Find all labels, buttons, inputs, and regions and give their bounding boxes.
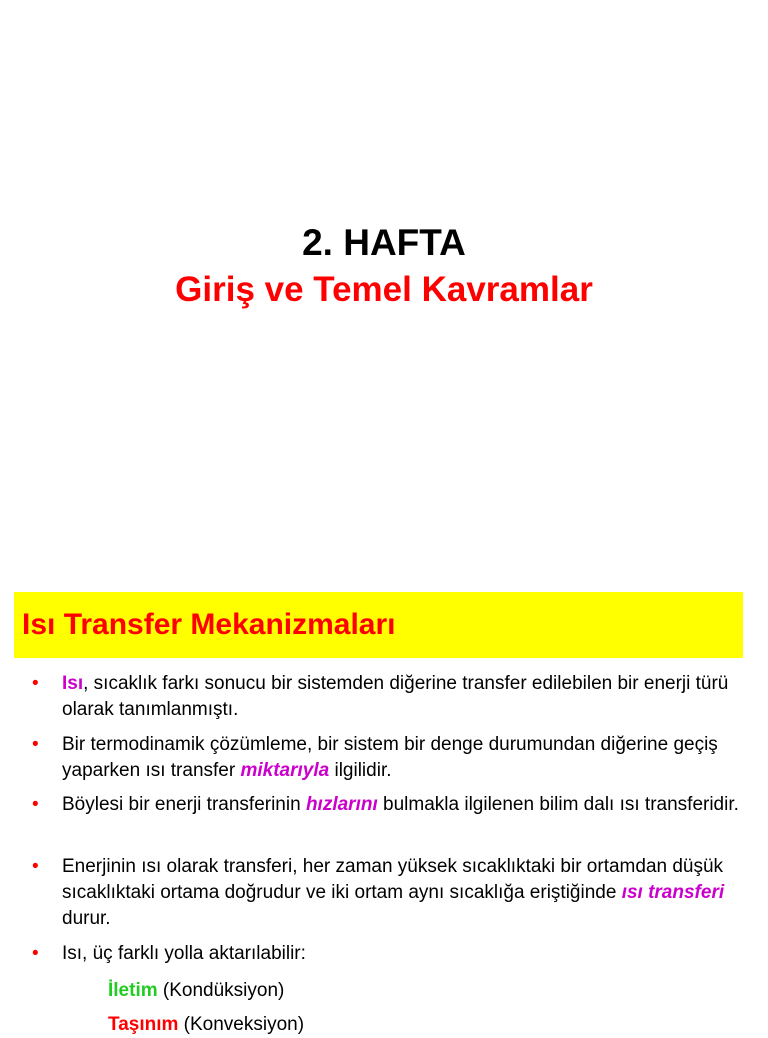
bullet-item-three-ways bbox=[32, 941, 742, 967]
bullet-icon: • bbox=[32, 943, 39, 964]
bullet-text-tail: bulmakla ilgilenen bilim dalı ısı transferidir. bbox=[377, 794, 739, 815]
emphasis-heat-transfer: ısı transferi bbox=[621, 882, 725, 903]
section-heading: Isı Transfer Mekanizmaları bbox=[22, 608, 396, 641]
mode-conduction-name: İletim bbox=[108, 980, 158, 1001]
mode-convection bbox=[108, 1012, 304, 1038]
bullet-item-thermodynamic-analysis bbox=[32, 732, 742, 784]
bullet-text-tail: ilgilidir. bbox=[329, 760, 392, 781]
slide-title-week: 2. HAFTA bbox=[302, 222, 466, 263]
bullet-icon: • bbox=[32, 856, 39, 877]
bullet-icon: • bbox=[32, 734, 39, 755]
bullet-text: Bir termodinamik çözümleme, bir sistem bir denge durumundan diğerine geçiş yaparken ısı transfer bbox=[62, 734, 718, 781]
emphasis-amount: miktarıyla bbox=[240, 760, 330, 781]
mode-convection-alt: (Konveksiyon) bbox=[178, 1014, 305, 1035]
term-heat: Isı bbox=[62, 673, 84, 694]
bullet-text: Böylesi bir enerji transferinin bbox=[62, 794, 306, 815]
bullet-item-heat-definition bbox=[32, 671, 742, 723]
section-banner bbox=[14, 592, 743, 658]
bullet-item-energy-direction bbox=[32, 854, 742, 932]
bullet-text: Enerjinin ısı olarak transferi, her zaman yüksek sıcaklıktaki bir ortamdan düşük sıcaklıktaki ortama doğrudur ve iki ortam aynı sıcaklığa eriştiğinde bbox=[62, 856, 724, 903]
slide-subtitle: Giriş ve Temel Kavramlar bbox=[175, 270, 593, 309]
emphasis-rates: hızlarını bbox=[305, 794, 378, 815]
bullet-icon: • bbox=[32, 794, 39, 815]
mode-convection-name: Taşınım bbox=[108, 1014, 179, 1035]
bullet-icon: • bbox=[32, 673, 39, 694]
bullet-text: , sıcaklık farkı sonucu bir sistemden diğerine transfer edilebilen bir enerji türü olarak tanımlanmıştı. bbox=[62, 673, 729, 720]
mode-conduction bbox=[108, 978, 284, 1004]
bullet-text: Isı, üç farklı yolla aktarılabilir: bbox=[62, 943, 306, 964]
bullet-text-tail: durur. bbox=[62, 908, 111, 929]
bullet-item-heat-transfer-rate bbox=[32, 792, 742, 818]
mode-conduction-alt: (Kondüksiyon) bbox=[157, 980, 285, 1001]
